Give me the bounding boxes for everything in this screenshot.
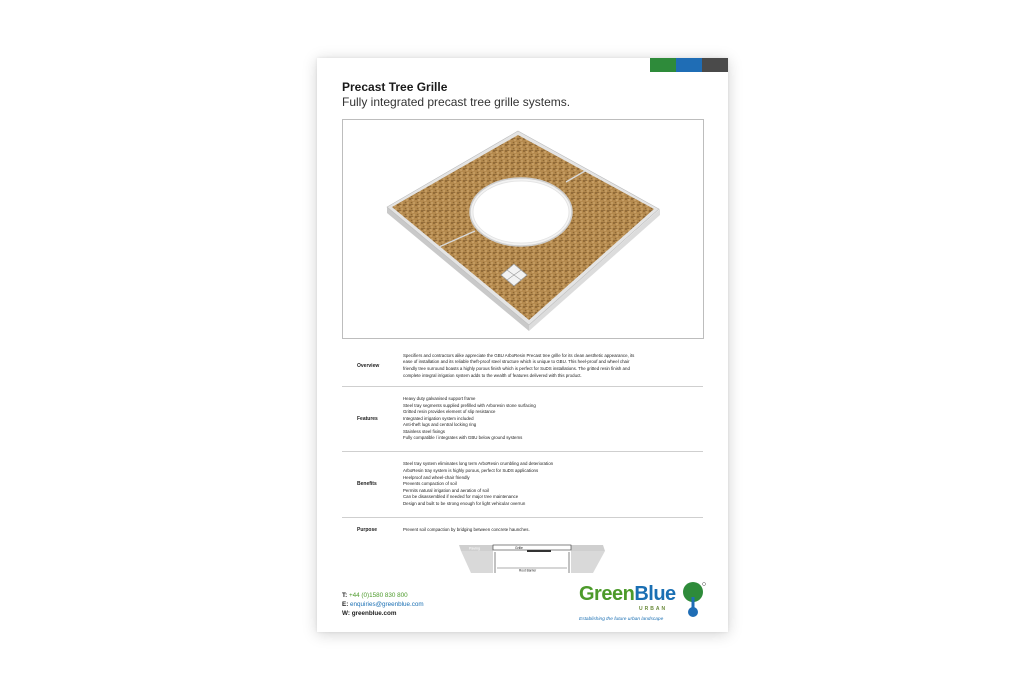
phone-number[interactable]: +44 (0)1580 830 800 [349,592,408,599]
logo-tagline: Establishing the future urban landscape [579,617,664,622]
brochure-page [317,58,728,632]
purpose-text: Prevent soil compaction by bridging between concrete haunches. [403,527,530,532]
benefit-item: Steel tray system eliminates long term ArboResin crumbling and deterioration [403,461,554,467]
color-bar-green [650,58,676,72]
contact-email-line [342,600,424,609]
logo-word-green: Green [579,583,635,605]
logo-word-blue: Blue [634,583,676,605]
logo-subtitle: URBAN [639,606,668,612]
overview-text [402,353,703,379]
feature-item: Stainless steel fixings [403,428,445,434]
color-bar-grey [702,58,728,72]
feature-item: Integrated irrigation system included [403,415,474,421]
benefit-item: Heelproof and wheel-chair friendly [403,474,470,480]
contact-block [342,591,424,618]
benefit-item: Permits natural irrigation and aeration of soil [403,487,489,493]
purpose-label: Purpose [357,527,378,533]
brand-color-bars [650,58,728,72]
overview-line: Specifiers and contractors alike appreciate the GBU ArboResin Precast tree grille for its clean aesthetic appearance, its [403,352,635,358]
benefit-item: ArboResin tray system is highly porous, perfect for SuDS applications [403,468,539,474]
installation-diagram [457,541,607,579]
benefit-item: Prevents compaction of soil [403,481,457,487]
feature-item: Heavy duty galvanised support frame [403,395,476,401]
tree-logo-icon [681,581,707,619]
benefits-list [402,461,703,507]
benefits-label: Benefits [357,481,377,488]
paving-label: Paving [469,546,480,551]
contact-phone-line [342,591,424,600]
logo-wordmark [579,583,676,605]
overview-label: Overview [357,362,380,369]
page-subtitle: Fully integrated precast tree grille systems. [342,95,571,109]
overview-line: complete integral irrigation system adds to the wealth of features delivered with this product. [403,372,582,378]
feature-item: Anti-theft lugs and central locking ring [403,422,477,428]
grille-label: Grille [515,545,523,550]
feature-item: Gritted resin provides element of slip resistance [403,409,496,415]
overview-line: friendly tree surround boasts a highly porous finish which is perfect for SuDS installations. The gritted resin finish and [403,366,630,371]
spec-table [342,346,703,544]
contact-web-line [342,609,424,618]
web-key: W: [342,610,350,617]
web-link[interactable]: greenblue.com [351,610,397,617]
features-list [402,396,703,442]
email-key: E: [342,601,349,608]
phone-key: T: [342,592,348,599]
features-row [342,387,703,452]
tree-grille-render-image [343,120,703,338]
overview-row [342,346,703,387]
benefits-row [342,452,703,518]
color-bar-blue [676,58,702,72]
feature-item: Steel tray segments supplied prefilled with Arboresin stone surfacing [403,402,536,408]
email-link[interactable]: enquiries@greenblue.com [350,601,424,608]
feature-item: Fully compatible / integrates with GBU below ground systems [403,435,523,441]
overview-line: ease of installation and its reliable theft-proof steel structure which is unique to GBU. This heel-proof and wheel chair [403,359,630,365]
benefit-item: Can be disassembled if needed for major tree maintenance [403,494,519,500]
page-title: Precast Tree Grille [342,80,448,94]
product-image-frame [342,119,704,339]
features-label: Features [357,415,378,422]
benefit-item: Design and built to be strong enough for light vehicular overrun [403,500,526,506]
root-barrier-label: Root Barrier [519,568,537,573]
